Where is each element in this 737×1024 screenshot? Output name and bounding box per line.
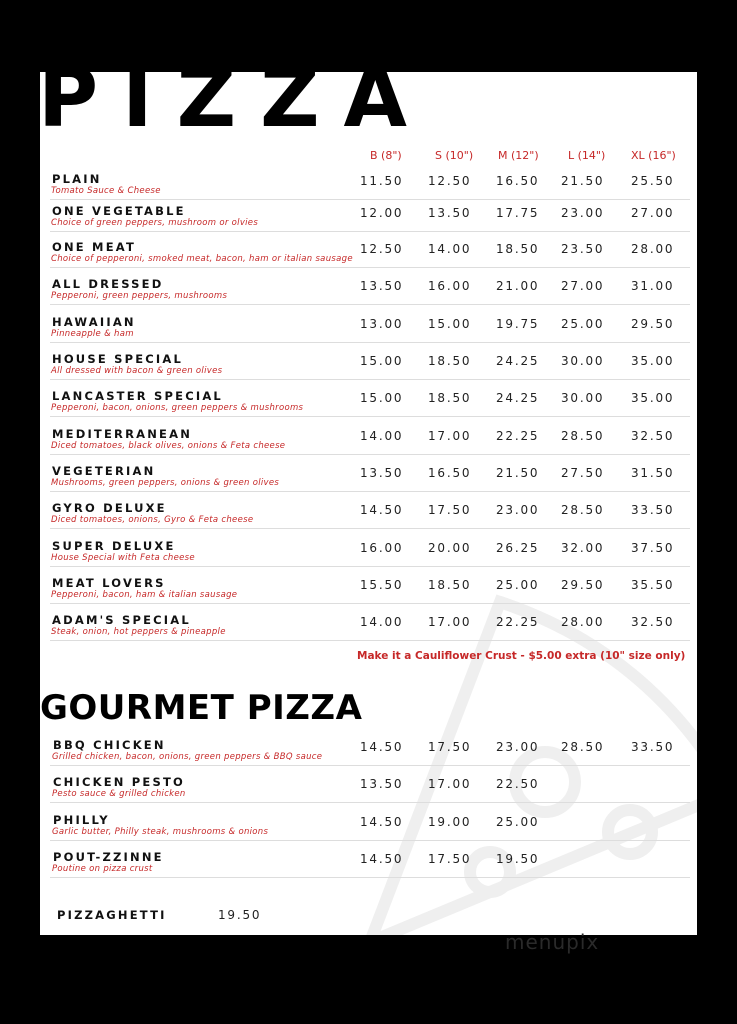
- pizza-price: 18.50: [496, 242, 540, 256]
- gourmet-item-desc: Grilled chicken, bacon, onions, green peppers & BBQ sauce: [52, 752, 323, 762]
- pizza-price: 27.00: [631, 206, 675, 220]
- pizza-price: 25.50: [631, 174, 675, 188]
- pizza-price: 15.00: [428, 317, 472, 331]
- pizza-price: 31.00: [631, 279, 675, 293]
- pizza-item-name: ONE VEGETABLE: [52, 204, 186, 218]
- row-divider: [50, 802, 690, 803]
- pizza-price: 30.00: [561, 354, 605, 368]
- row-divider: [50, 640, 690, 641]
- gourmet-pizza-title: GOURMET PIZZA: [40, 688, 363, 728]
- pizza-item-name: SUPER DELUXE: [52, 539, 176, 553]
- pizza-item-name: PLAIN: [52, 172, 102, 186]
- pizza-price: 26.25: [496, 541, 540, 555]
- pizza-price: 33.50: [631, 503, 675, 517]
- pizza-price: 16.50: [428, 466, 472, 480]
- pizza-price: 30.00: [561, 391, 605, 405]
- pizza-item-desc: All dressed with bacon & green olives: [51, 366, 223, 376]
- gourmet-price: 22.50: [496, 777, 540, 791]
- pizza-price: 16.00: [360, 541, 404, 555]
- pizza-price: 25.00: [561, 317, 605, 331]
- pizza-item-desc: Choice of green peppers, mushroom or olvies: [51, 218, 259, 228]
- gourmet-price: 33.50: [631, 740, 675, 754]
- pizza-price: 29.50: [561, 578, 605, 592]
- size-header-l: L (14"): [568, 149, 606, 162]
- pizza-price: 35.50: [631, 578, 675, 592]
- pizza-price: 19.75: [496, 317, 540, 331]
- gourmet-item-desc: Pesto sauce & grilled chicken: [52, 789, 186, 799]
- pizza-price: 14.50: [360, 503, 404, 517]
- gourmet-price: 28.50: [561, 740, 605, 754]
- pizza-price: 28.00: [631, 242, 675, 256]
- pizza-item-desc: Steak, onion, hot peppers & pineapple: [51, 627, 226, 637]
- pizza-item-desc: Diced tomatoes, black olives, onions & Feta cheese: [51, 441, 286, 451]
- row-divider: [50, 566, 690, 567]
- pizza-price: 20.00: [428, 541, 472, 555]
- pizza-item-name: LANCASTER SPECIAL: [52, 389, 223, 403]
- row-divider: [50, 877, 690, 878]
- pizza-item-name: GYRO DELUXE: [52, 501, 167, 515]
- gourmet-item-name: BBQ CHICKEN: [53, 738, 166, 752]
- row-divider: [50, 342, 690, 343]
- gourmet-item-desc: Poutine on pizza crust: [52, 864, 153, 874]
- gourmet-price: 14.50: [360, 740, 404, 754]
- pizza-item-desc: Pepperoni, green peppers, mushrooms: [51, 291, 228, 301]
- gourmet-item-name: CHICKEN PESTO: [53, 775, 185, 789]
- pizza-price: 22.25: [496, 429, 540, 443]
- pizza-price: 37.50: [631, 541, 675, 555]
- size-header-b: B (8"): [370, 149, 402, 162]
- pizza-price: 25.00: [496, 578, 540, 592]
- pizza-item-desc: House Special with Feta cheese: [51, 553, 195, 563]
- cauliflower-crust-note: Make it a Cauliflower Crust - $5.00 extra (10" size only): [357, 650, 686, 662]
- pizza-price: 18.50: [428, 391, 472, 405]
- pizzaghetti-name: PIZZAGHETTI: [57, 908, 167, 922]
- pizza-slice-watermark-icon: [330, 532, 697, 935]
- pizza-price: 23.00: [496, 503, 540, 517]
- pizza-item-desc: Diced tomatoes, onions, Gyro & Feta cheese: [51, 515, 254, 525]
- pizza-price: 11.50: [360, 174, 404, 188]
- gourmet-price: 25.00: [496, 815, 540, 829]
- menupix-watermark: menupix: [505, 930, 600, 954]
- gourmet-price: 17.50: [428, 740, 472, 754]
- pizza-price: 24.25: [496, 354, 540, 368]
- gourmet-price: 14.50: [360, 815, 404, 829]
- pizza-price: 32.50: [631, 429, 675, 443]
- pizza-price: 21.50: [496, 466, 540, 480]
- row-divider: [50, 379, 690, 380]
- pizza-item-desc: Choice of pepperoni, smoked meat, bacon, ham or italian sausage: [51, 254, 353, 264]
- pizza-item-name: MEAT LOVERS: [52, 576, 166, 590]
- row-divider: [50, 491, 690, 492]
- gourmet-item-name: PHILLY: [53, 813, 110, 827]
- row-divider: [50, 528, 690, 529]
- pizza-item-name: ONE MEAT: [52, 240, 137, 254]
- pizza-price: 17.00: [428, 429, 472, 443]
- pizza-price: 24.25: [496, 391, 540, 405]
- pizza-price: 28.00: [561, 615, 605, 629]
- pizza-price: 28.50: [561, 429, 605, 443]
- size-header-xl: XL (16"): [631, 149, 676, 162]
- pizza-price: 22.25: [496, 615, 540, 629]
- pizza-price: 18.50: [428, 578, 472, 592]
- pizza-price: 35.00: [631, 391, 675, 405]
- pizza-price: 35.00: [631, 354, 675, 368]
- pizza-price: 13.50: [360, 279, 404, 293]
- pizza-price: 32.00: [561, 541, 605, 555]
- pizza-price: 18.50: [428, 354, 472, 368]
- pizza-item-desc: Pepperoni, bacon, onions, green peppers & mushrooms: [51, 403, 304, 413]
- pizza-price: 12.50: [428, 174, 472, 188]
- pizza-price: 17.75: [496, 206, 540, 220]
- row-divider: [50, 267, 690, 268]
- pizza-price: 29.50: [631, 317, 675, 331]
- pizza-price: 12.00: [360, 206, 404, 220]
- pizza-item-name: ALL DRESSED: [52, 277, 164, 291]
- pizza-price: 27.00: [561, 279, 605, 293]
- row-divider: [50, 231, 690, 232]
- pizza-item-name: MEDITERRANEAN: [52, 427, 193, 441]
- row-divider: [50, 603, 690, 604]
- row-divider: [50, 199, 690, 200]
- gourmet-price: 19.50: [496, 852, 540, 866]
- pizza-price: 14.00: [428, 242, 472, 256]
- pizza-price: 31.50: [631, 466, 675, 480]
- pizza-price: 17.00: [428, 615, 472, 629]
- pizza-price: 27.50: [561, 466, 605, 480]
- pizza-price: 17.50: [428, 503, 472, 517]
- pizza-price: 21.00: [496, 279, 540, 293]
- pizza-price: 15.00: [360, 354, 404, 368]
- pizza-price: 14.00: [360, 429, 404, 443]
- gourmet-item-desc: Garlic butter, Philly steak, mushrooms & onions: [52, 827, 269, 837]
- row-divider: [50, 304, 690, 305]
- gourmet-price: 17.00: [428, 777, 472, 791]
- pizza-price: 12.50: [360, 242, 404, 256]
- pizza-price: 13.50: [360, 466, 404, 480]
- gourmet-price: 14.50: [360, 852, 404, 866]
- pizza-item-desc: Pinneapple & ham: [51, 329, 134, 339]
- pizzaghetti-price: 19.50: [218, 908, 262, 922]
- gourmet-price: 23.00: [496, 740, 540, 754]
- row-divider: [50, 765, 690, 766]
- pizza-price: 23.50: [561, 242, 605, 256]
- pizza-price: 32.50: [631, 615, 675, 629]
- pizza-price: 16.50: [496, 174, 540, 188]
- pizza-item-desc: Mushrooms, green peppers, onions & green olives: [51, 478, 280, 488]
- gourmet-price: 13.50: [360, 777, 404, 791]
- pizza-price: 28.50: [561, 503, 605, 517]
- gourmet-item-name: POUT-ZZINNE: [53, 850, 164, 864]
- pizza-item-name: HAWAIIAN: [52, 315, 136, 329]
- gourmet-price: 19.00: [428, 815, 472, 829]
- size-header-m: M (12"): [498, 149, 539, 162]
- pizza-price: 21.50: [561, 174, 605, 188]
- pizza-price: 16.00: [428, 279, 472, 293]
- pizza-price: 13.50: [428, 206, 472, 220]
- pizza-item-desc: Pepperoni, bacon, ham & italian sausage: [51, 590, 238, 600]
- size-header-s: S (10"): [435, 149, 474, 162]
- pizza-item-name: HOUSE SPECIAL: [52, 352, 183, 366]
- pizza-price: 14.00: [360, 615, 404, 629]
- pizza-item-desc: Tomato Sauce & Cheese: [51, 186, 161, 196]
- pizza-price: 15.00: [360, 391, 404, 405]
- row-divider: [50, 840, 690, 841]
- pizza-item-name: ADAM'S SPECIAL: [52, 613, 191, 627]
- pizza-price: 23.00: [561, 206, 605, 220]
- row-divider: [50, 416, 690, 417]
- gourmet-price: 17.50: [428, 852, 472, 866]
- pizza-title: PIZZA: [38, 51, 431, 146]
- pizza-price: 13.00: [360, 317, 404, 331]
- pizza-item-name: VEGETERIAN: [52, 464, 156, 478]
- row-divider: [50, 454, 690, 455]
- pizza-price: 15.50: [360, 578, 404, 592]
